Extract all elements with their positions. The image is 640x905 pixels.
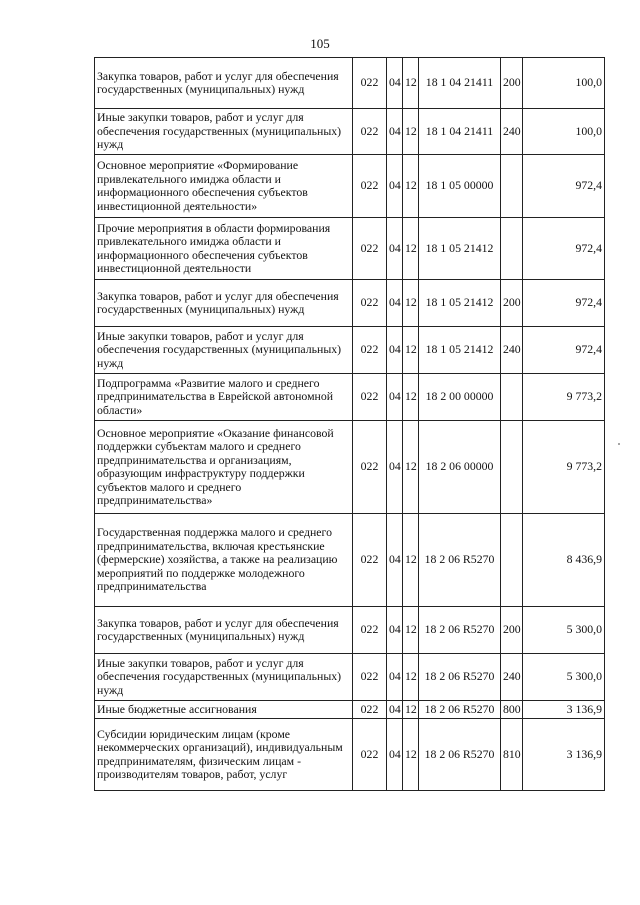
expense-type-code: 810 (501, 719, 523, 791)
row-name: Прочие мероприятия в области формирования привлекательного имиджа области и информационного обеспечения субъектов инвестиционной деятельности (95, 218, 353, 280)
scan-speck (618, 443, 620, 445)
budget-table (94, 57, 605, 791)
target-code: 18 1 05 00000 (419, 155, 501, 218)
expense-type-code: 240 (501, 109, 523, 155)
subsection-code: 12 (403, 514, 419, 607)
row-name: Государственная поддержка малого и среднего предпринимательства, включая крестьянские (фермерские) хозяйства, а также на реализацию мероприятий по поддержке молодежного предпринимательства (95, 514, 353, 607)
table-row (95, 327, 605, 374)
table-row (95, 280, 605, 327)
row-name: Закупка товаров, работ и услуг для обеспечения государственных (муниципальных) нужд (95, 58, 353, 109)
subsection-code: 12 (403, 155, 419, 218)
subsection-code: 12 (403, 701, 419, 719)
target-code: 18 2 06 R5270 (419, 607, 501, 654)
amount: 5 300,0 (523, 654, 605, 701)
expense-type-code (501, 514, 523, 607)
row-name: Основное мероприятие «Формирование привлекательного имиджа области и информационного обеспечения субъектов инвестиционной деятельности» (95, 155, 353, 218)
row-name: Иные бюджетные ассигнования (95, 701, 353, 719)
table-row (95, 374, 605, 421)
amount: 5 300,0 (523, 607, 605, 654)
subsection-code: 12 (403, 109, 419, 155)
ministry-code: 022 (353, 327, 387, 374)
amount: 972,4 (523, 218, 605, 280)
ministry-code: 022 (353, 607, 387, 654)
section-code: 04 (387, 58, 403, 109)
section-code: 04 (387, 701, 403, 719)
target-code: 18 2 06 R5270 (419, 514, 501, 607)
page-number: 105 (310, 36, 330, 51)
table-row (95, 607, 605, 654)
target-code: 18 1 04 21411 (419, 58, 501, 109)
amount: 3 136,9 (523, 719, 605, 791)
row-name: Подпрограмма «Развитие малого и среднего предпринимательства в Еврейской автономной области» (95, 374, 353, 421)
ministry-code: 022 (353, 374, 387, 421)
target-code: 18 1 05 21412 (419, 280, 501, 327)
target-code: 18 2 06 R5270 (419, 701, 501, 719)
amount: 3 136,9 (523, 701, 605, 719)
amount: 972,4 (523, 155, 605, 218)
subsection-code: 12 (403, 280, 419, 327)
ministry-code: 022 (353, 155, 387, 218)
section-code: 04 (387, 155, 403, 218)
amount: 100,0 (523, 109, 605, 155)
target-code: 18 2 06 00000 (419, 421, 501, 514)
ministry-code: 022 (353, 218, 387, 280)
table-row (95, 155, 605, 218)
ministry-code: 022 (353, 701, 387, 719)
section-code: 04 (387, 374, 403, 421)
amount: 972,4 (523, 280, 605, 327)
amount: 972,4 (523, 327, 605, 374)
target-code: 18 2 00 00000 (419, 374, 501, 421)
section-code: 04 (387, 654, 403, 701)
subsection-code: 12 (403, 654, 419, 701)
table-row (95, 58, 605, 109)
target-code: 18 1 04 21411 (419, 109, 501, 155)
section-code: 04 (387, 280, 403, 327)
ministry-code: 022 (353, 58, 387, 109)
section-code: 04 (387, 421, 403, 514)
table-row (95, 654, 605, 701)
amount: 8 436,9 (523, 514, 605, 607)
amount: 9 773,2 (523, 421, 605, 514)
expense-type-code (501, 374, 523, 421)
ministry-code: 022 (353, 109, 387, 155)
expense-type-code: 800 (501, 701, 523, 719)
ministry-code: 022 (353, 421, 387, 514)
ministry-code: 022 (353, 514, 387, 607)
expense-type-code: 240 (501, 654, 523, 701)
row-name: Иные закупки товаров, работ и услуг для обеспечения государственных (муниципальных) нужд (95, 109, 353, 155)
amount: 100,0 (523, 58, 605, 109)
amount: 9 773,2 (523, 374, 605, 421)
table-row (95, 421, 605, 514)
subsection-code: 12 (403, 58, 419, 109)
target-code: 18 1 05 21412 (419, 218, 501, 280)
expense-type-code: 200 (501, 58, 523, 109)
subsection-code: 12 (403, 719, 419, 791)
section-code: 04 (387, 109, 403, 155)
section-code: 04 (387, 218, 403, 280)
expense-type-code: 240 (501, 327, 523, 374)
row-name: Иные закупки товаров, работ и услуг для обеспечения государственных (муниципальных) нужд (95, 327, 353, 374)
target-code: 18 2 06 R5270 (419, 719, 501, 791)
ministry-code: 022 (353, 280, 387, 327)
section-code: 04 (387, 327, 403, 374)
row-name: Иные закупки товаров, работ и услуг для обеспечения государственных (муниципальных) нужд (95, 654, 353, 701)
table-row (95, 514, 605, 607)
row-name: Субсидии юридическим лицам (кроме некоммерческих организаций), индивидуальным предпринимателям, физическим лицам - производителям товаров, работ, услуг (95, 719, 353, 791)
table-row (95, 701, 605, 719)
expense-type-code (501, 421, 523, 514)
subsection-code: 12 (403, 327, 419, 374)
row-name: Закупка товаров, работ и услуг для обеспечения государственных (муниципальных) нужд (95, 280, 353, 327)
table-row (95, 109, 605, 155)
subsection-code: 12 (403, 421, 419, 514)
section-code: 04 (387, 607, 403, 654)
subsection-code: 12 (403, 218, 419, 280)
target-code: 18 1 05 21412 (419, 327, 501, 374)
section-code: 04 (387, 719, 403, 791)
expense-type-code: 200 (501, 280, 523, 327)
subsection-code: 12 (403, 374, 419, 421)
row-name: Основное мероприятие «Оказание финансовой поддержки субъектам малого и среднего предпринимательства и организациям, образующим инфраструктуру поддержки субъектов малого и среднего предпринимательства» (95, 421, 353, 514)
row-name: Закупка товаров, работ и услуг для обеспечения государственных (муниципальных) нужд (95, 607, 353, 654)
table-row (95, 719, 605, 791)
subsection-code: 12 (403, 607, 419, 654)
expense-type-code: 200 (501, 607, 523, 654)
ministry-code: 022 (353, 719, 387, 791)
section-code: 04 (387, 514, 403, 607)
table-row (95, 218, 605, 280)
expense-type-code (501, 155, 523, 218)
target-code: 18 2 06 R5270 (419, 654, 501, 701)
expense-type-code (501, 218, 523, 280)
ministry-code: 022 (353, 654, 387, 701)
